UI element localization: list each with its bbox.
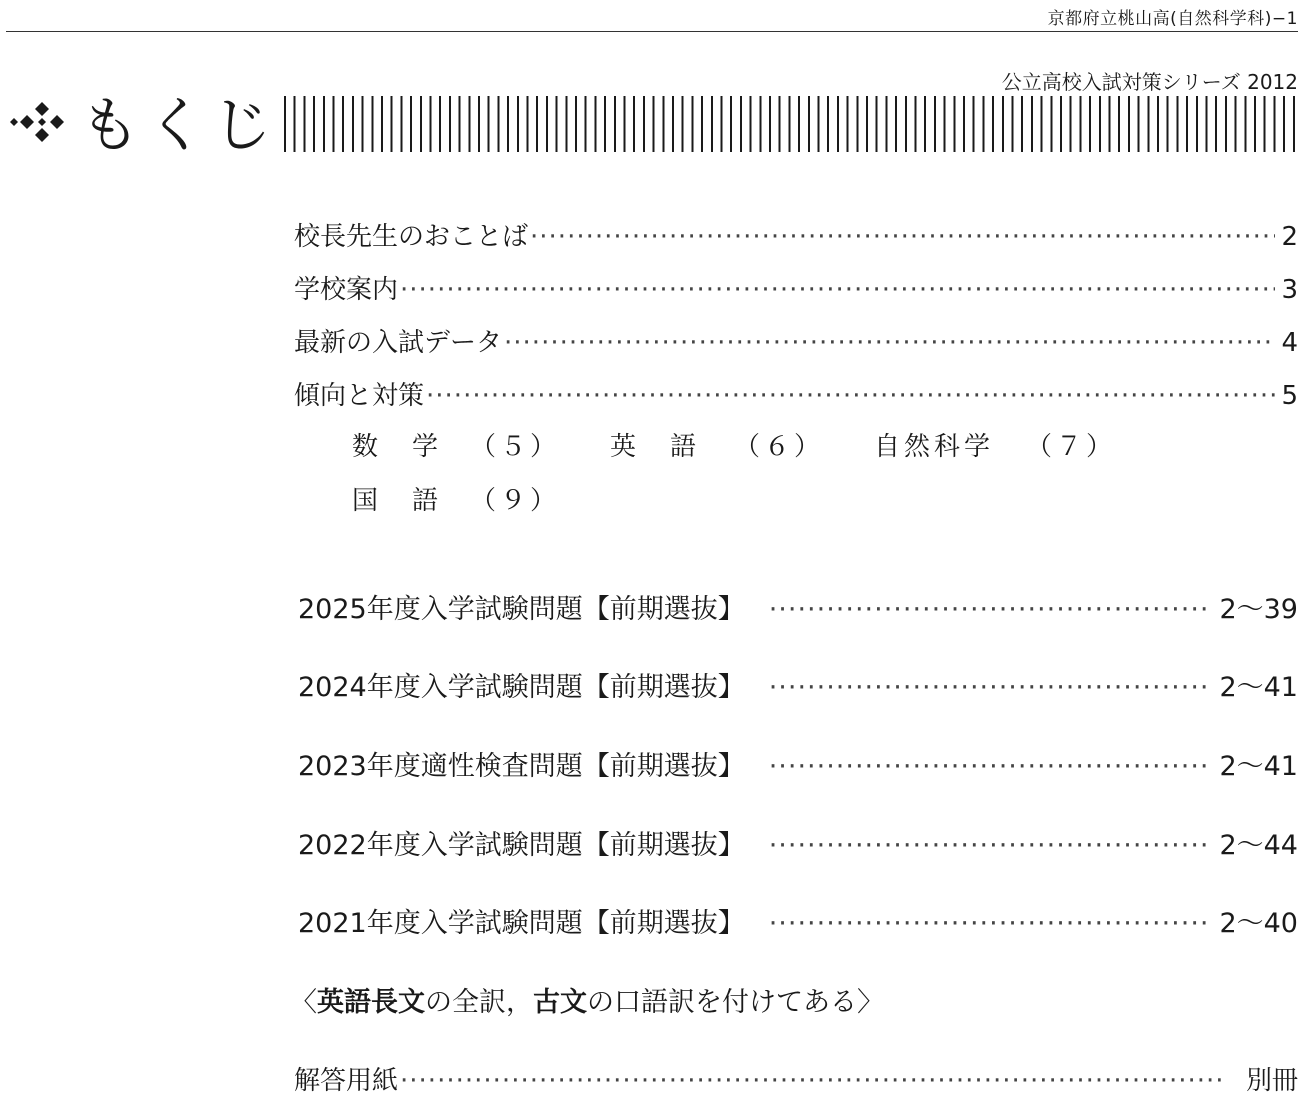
toc-leader — [400, 275, 1275, 305]
toc-label: 学校案内 — [294, 275, 399, 305]
note-english: 英語長文 — [317, 987, 425, 1018]
exam-label: 2021年度入学試験問題【前期選抜】 — [298, 908, 745, 939]
note-close: 〉 — [857, 987, 884, 1018]
exam-item[interactable] — [298, 665, 1298, 704]
toc-label: 校長先生のおことば — [294, 222, 529, 252]
exam-leader — [769, 830, 1210, 861]
subject-name: 英 語 — [610, 432, 701, 462]
exam-item[interactable] — [298, 901, 1298, 940]
toc-item[interactable] — [294, 375, 1298, 412]
exam-item[interactable] — [298, 823, 1298, 862]
exam-pages: 2〜40 — [1219, 908, 1298, 939]
toc-leader — [504, 328, 1275, 358]
toc-item[interactable] — [294, 269, 1298, 306]
subject-page: （６） — [734, 432, 825, 462]
exam-pages: 2〜44 — [1219, 830, 1298, 861]
exam-pages: 2〜41 — [1219, 672, 1298, 703]
subject-item[interactable] — [610, 426, 700, 463]
subject-item[interactable] — [352, 426, 442, 463]
subject-page: （９） — [470, 486, 561, 516]
toc-page: 3 — [1281, 275, 1298, 305]
exam-pages: 2〜41 — [1219, 751, 1298, 782]
subject-item[interactable] — [352, 480, 442, 517]
exam-item[interactable] — [298, 587, 1298, 626]
toc-label: 傾向と対策 — [294, 381, 425, 411]
exam-label: 2025年度入学試験問題【前期選抜】 — [298, 594, 745, 625]
subject-name: 国 語 — [352, 486, 443, 516]
toc-leader — [530, 222, 1275, 252]
page-title: もくじ — [80, 91, 278, 161]
exam-label: 2024年度入学試験問題【前期選抜】 — [298, 672, 745, 703]
answer-sheet-page: 別冊 — [1245, 1066, 1298, 1096]
toc-page: 4 — [1281, 328, 1298, 358]
answer-sheet-item[interactable] — [294, 1060, 1298, 1097]
note-classic: 古文 — [533, 987, 587, 1018]
subject-name: 数 学 — [352, 432, 443, 462]
subject-page: （５） — [470, 432, 561, 462]
exam-item[interactable] — [298, 744, 1298, 783]
exam-label: 2023年度適性検査問題【前期選抜】 — [298, 751, 745, 782]
series-label: 公立高校入試対策シリーズ 2012 — [1001, 70, 1298, 94]
exam-leader — [769, 751, 1210, 782]
subject-item[interactable] — [874, 426, 994, 463]
answer-sheet-leader — [400, 1066, 1222, 1096]
toc-label: 最新の入試データ — [294, 328, 503, 358]
diamond-ornament-icon — [8, 102, 70, 142]
toc-item[interactable] — [294, 322, 1298, 359]
exam-leader — [769, 672, 1210, 703]
note-open: 〈 — [290, 987, 317, 1018]
exam-pages: 2〜39 — [1219, 594, 1298, 625]
toc-page: 2 — [1281, 222, 1298, 252]
subject-name: 自然科学 — [874, 432, 995, 462]
toc-item[interactable] — [294, 216, 1298, 253]
answer-sheet-label: 解答用紙 — [294, 1066, 399, 1096]
note-text-1: の全訳， — [425, 987, 533, 1018]
running-title: 京都府立桃山高(自然科学科)−1 — [1047, 9, 1298, 29]
toc-page: 5 — [1281, 381, 1298, 411]
translation-note — [290, 980, 884, 1019]
exam-leader — [769, 594, 1210, 625]
toc-leader — [426, 381, 1275, 411]
exam-leader — [769, 908, 1210, 939]
subject-page: （７） — [1026, 432, 1117, 462]
exam-label: 2022年度入学試験問題【前期選抜】 — [298, 830, 745, 861]
title-stripes — [284, 96, 1298, 152]
note-text-2: の口語訳を付けてある — [587, 987, 857, 1018]
